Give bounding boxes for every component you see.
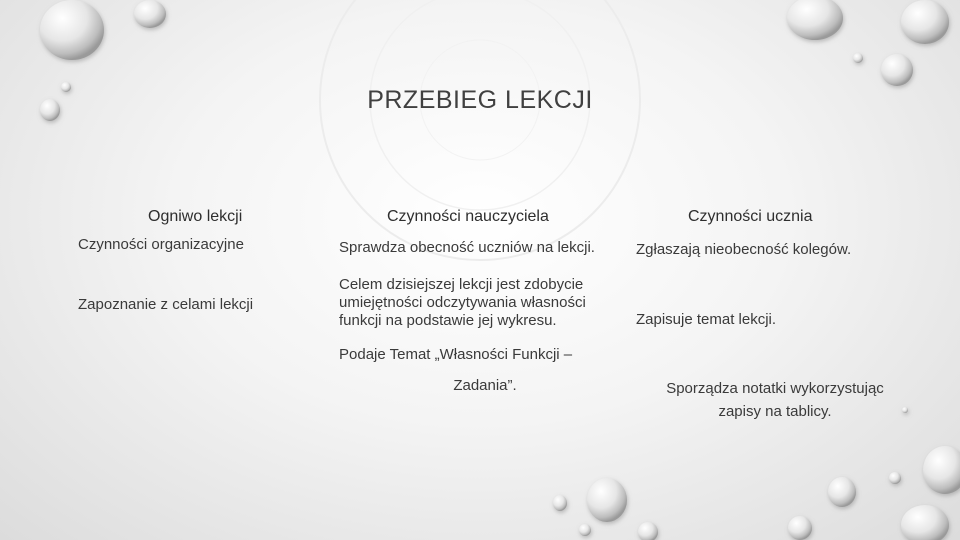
- drop-icon: [881, 54, 913, 86]
- col3-item-notatki-line: Sporządza notatki wykorzystując: [666, 380, 884, 397]
- drop-icon: [889, 472, 901, 484]
- col3-item-temat: Zapisuje temat lekcji.: [636, 311, 777, 328]
- col2-item-cel-line: umiejętności odczytywania własności: [339, 294, 586, 311]
- col1-item-cele-lekcji: Zapoznanie z celami lekcji: [78, 296, 254, 313]
- drop-icon: [553, 495, 567, 511]
- drop-icon: [787, 0, 843, 40]
- drop-icon: [901, 505, 949, 540]
- col2-item-temat-line1: Podaje Temat „Własności Funkcji –: [339, 346, 573, 363]
- col2-item-cel-lekcji: [339, 276, 586, 330]
- header-czynnosci-nauczyciela: Czynności nauczyciela: [387, 208, 549, 225]
- drop-icon: [579, 524, 591, 536]
- col2-item-cel-line: Celem dzisiejszej lekcji jest zdobycie: [339, 276, 584, 293]
- col1-item-organizacyjne: Czynności organizacyjne: [78, 236, 244, 253]
- col2-item-cel-line: funkcji na podstawie jej wykresu.: [339, 312, 557, 329]
- col3-item-nieobecnosc: Zgłaszają nieobecność kolegów.: [636, 241, 852, 258]
- drop-icon: [828, 477, 856, 507]
- drop-icon: [853, 53, 863, 63]
- drop-icon: [901, 0, 949, 44]
- slide-title: PRZEBIEG LEKCJI: [367, 86, 593, 114]
- header-czynnosci-ucznia: Czynności ucznia: [688, 208, 813, 225]
- drop-icon: [587, 478, 627, 522]
- drop-icon: [638, 522, 658, 540]
- col2-item-obecnosc: Sprawdza obecność uczniów na lekcji.: [339, 239, 595, 256]
- col3-item-notatki: [644, 377, 906, 423]
- col3-item-notatki-line: zapisy na tablicy.: [718, 403, 832, 420]
- drop-icon: [40, 0, 104, 60]
- drop-icon: [134, 0, 166, 28]
- col2-item-temat-line2: Zadania”.: [453, 377, 517, 394]
- drop-icon: [923, 446, 960, 494]
- drop-icon: [788, 516, 812, 540]
- header-ogniwo-lekcji: Ogniwo lekcji: [148, 208, 243, 225]
